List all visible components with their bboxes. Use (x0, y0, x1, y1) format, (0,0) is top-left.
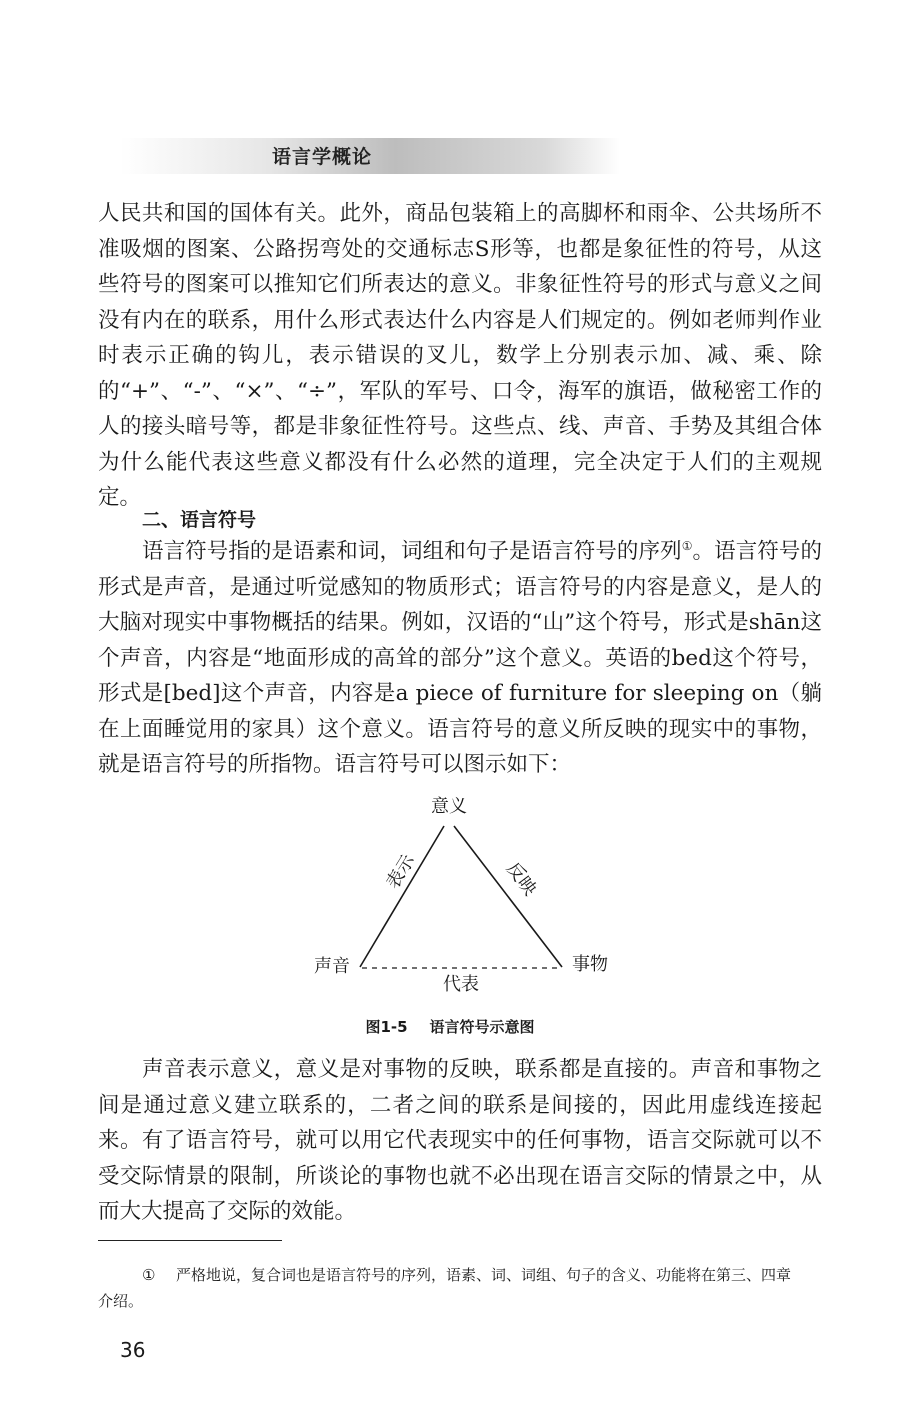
node-label-meaning: 意义 (431, 796, 467, 817)
footnote-text-line2: 介绍。 (98, 1292, 144, 1310)
edge-label-express: 表示 (382, 850, 420, 893)
paragraph-2-text-a: 语言符号指的是语素和词，词组和句子是语言符号的序列 (142, 539, 682, 564)
figure-caption-title: 语言符号示意图 (429, 1018, 535, 1036)
body-paragraph-2 (98, 534, 822, 783)
figure-caption-number: 图1-5 (365, 1018, 408, 1036)
paragraph-2-text-b: 。语言符号的形式是声音，是通过听觉感知的物质形式；语言符号的内容是意义，是人的大脑对现实中事物概括的结果。例如，汉语的“山”这个符号，形式是shān这个声音，内容是“地面形成的高耸的部分”这个意义。英语的bed这个符号，形式是[bed]这个声音，内容是a piece of furniture for sleeping on（躺在上面睡觉用的家具）这个意义。语言符号的意义所反映的现实中的事物，就是语言符号的所指物。语言符号可以图示如下： (98, 539, 822, 777)
body-paragraph-3: 声音表示意义，意义是对事物的反映，联系都是直接的。声音和事物之间是通过意义建立联系的，二者之间的联系是间接的，因此用虚线连接起来。有了语言符号，就可以用它代表现实中的任何事物，语言交际就可以不受交际情景的限制，所谈论的事物也就不必出现在语言交际的情景之中，从而大大提高了交际的效能。 (98, 1057, 822, 1224)
footnote (98, 1262, 822, 1314)
left-edge-line (360, 826, 444, 967)
node-label-sound: 声音 (314, 956, 350, 977)
figure-caption (0, 1016, 900, 1037)
right-edge-line (454, 826, 562, 967)
running-header-title: 语言学概论 (272, 146, 373, 168)
footnote-reference: ① (681, 538, 693, 553)
edge-label-represent: 代表 (443, 974, 479, 995)
body-paragraph-1: 人民共和国的国体有关。此外，商品包装箱上的高脚杯和雨伞、公共场所不准吸烟的图案、公路拐弯处的交通标志S形等，也都是象征性的符号，从这些符号的图案可以推知它们所表达的意义。非象征性符号的形式与意义之间没有内在的联系，用什么形式表达什么内容是人们规定的。例如老师判作业时表示正确的钩儿，表示错误的叉儿，数学上分别表示加、减、乘、除的“+”、“-”、“×”、“÷”，军队的军号、口令，海军的旗语，做秘密工作的人的接头暗号等，都是非象征性符号。这些点、线、声音、手势及其组合体为什么能代表这些意义都没有什么必然的道理，完全决定于人们的主观规定。 (98, 201, 822, 510)
page-number: 36 (120, 1338, 146, 1362)
footnote-mark: ① (142, 1266, 156, 1284)
section-heading: 二、语言符号 (142, 509, 257, 531)
node-label-thing: 事物 (572, 954, 608, 975)
edge-label-reflect: 反映 (502, 858, 541, 900)
running-header (120, 138, 620, 174)
language-sign-diagram (300, 790, 620, 1000)
footnote-text-line1: 严格地说，复合词也是语言符号的序列，语素、词、词组、句子的含义、功能将在第三、四章 (176, 1266, 792, 1284)
footnote-divider (98, 1240, 282, 1241)
